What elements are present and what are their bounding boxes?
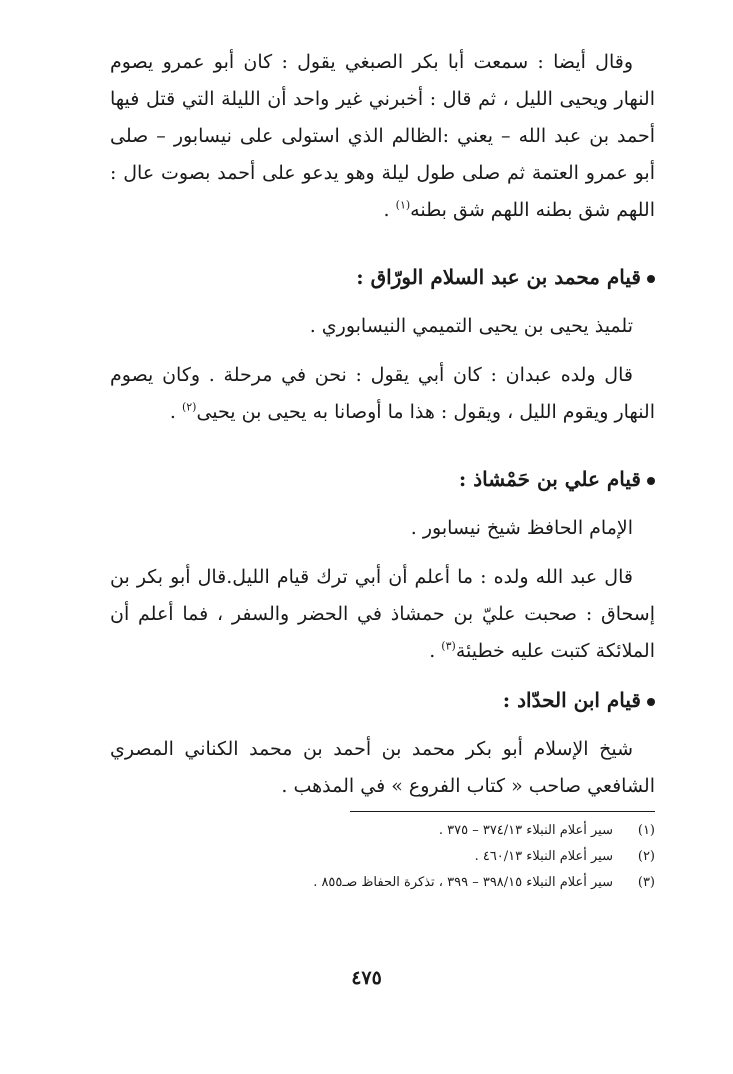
footnote-marker: (٢) xyxy=(181,400,197,414)
section-heading-warraq xyxy=(110,259,655,296)
paragraph-text: وقال أيضا : سمعت أبا بكر الصبغي يقول : كان أبو عمرو يصوم النهار ويحيى الليل ، ثم قال : أخبرني غير واحد أن الليلة التي قتل فيها أحمد بن عبد الله – يعني :الظالم الذي استولى على نيسابور – صلى أبو عمرو العتمة ثم صلى طول ليلة وهو يدعو على أحمد بصوت عال : اللهم شق بطنه اللهم شق بطنه xyxy=(110,51,655,221)
footnote-item xyxy=(110,818,655,844)
spacer xyxy=(110,296,655,308)
paragraph-end: . xyxy=(429,640,442,662)
section-heading-haddad xyxy=(110,682,655,719)
footnotes xyxy=(110,818,655,896)
paragraph-hamshadh-intro xyxy=(110,510,655,547)
footnote-number: (١) xyxy=(637,823,655,838)
footnote-item xyxy=(110,844,655,870)
page-body xyxy=(110,44,655,896)
section-heading-hamshadh xyxy=(110,461,655,498)
bullet-icon xyxy=(647,275,655,283)
paragraph-haddad-intro xyxy=(110,731,655,805)
bullet-icon xyxy=(647,477,655,485)
paragraph-text: تلميذ يحيى بن يحيى التميمي النيسابوري . xyxy=(309,315,633,337)
paragraph-hamshadh-abdullah xyxy=(110,559,655,670)
paragraph-sabghi xyxy=(110,44,655,229)
paragraph-text: قال عبد الله ولده : ما أعلم أن أبي ترك قيام الليل.قال أبو بكر بن إسحاق : صحبت عليّ بن حمشاذ في الحضر والسفر ، فما أعلم أن الملائكة كتبت عليه خطيئة xyxy=(110,566,655,662)
footnote-item xyxy=(110,870,655,896)
page-number: ٤٧٥ xyxy=(351,967,382,989)
paragraph-end: . xyxy=(383,199,396,221)
paragraph-text: قال ولده عبدان : كان أبي يقول : نحن في مرحلة . وكان يصوم النهار ويقوم الليل ، ويقول : هذا ما أوصانا به يحيى بن يحيى xyxy=(110,364,655,423)
paragraph-text: شيخ الإسلام أبو بكر محمد بن أحمد بن محمد الكناني المصري الشافعي صاحب « كتاب الفروع » في المذهب . xyxy=(110,738,655,797)
spacer xyxy=(110,719,655,731)
paragraph-warraq-intro xyxy=(110,308,655,345)
heading-text: قيام محمد بن عبد السلام الورّاق : xyxy=(356,265,641,289)
spacer xyxy=(110,498,655,510)
heading-text: قيام علي بن حَمْشاذ : xyxy=(458,467,641,491)
footnote-text: سير أعلام النبلاء ٣٩٨/١٥ – ٣٩٩ ، تذكرة الحفاظ صـ٨٥٥ . xyxy=(313,875,613,890)
paragraph-warraq-abdan xyxy=(110,357,655,431)
spacer xyxy=(110,229,655,259)
footnote-marker: (٣) xyxy=(441,639,456,653)
paragraph-end: . xyxy=(169,401,182,423)
footnote-text: سير أعلام النبلاء ٤٦٠/١٣ . xyxy=(474,849,613,864)
paragraph-text: الإمام الحافظ شيخ نيسابور . xyxy=(410,517,633,539)
spacer xyxy=(110,547,655,559)
footnote-divider xyxy=(350,811,655,812)
heading-text: قيام ابن الحدّاد : xyxy=(502,688,641,712)
footnote-text: سير أعلام النبلاء ٣٧٤/١٣ – ٣٧٥ . xyxy=(438,823,613,838)
footnote-number: (٣) xyxy=(637,875,655,890)
spacer xyxy=(110,431,655,461)
spacer xyxy=(110,345,655,357)
spacer xyxy=(110,670,655,682)
footnote-number: (٢) xyxy=(637,849,655,864)
bullet-icon xyxy=(647,698,655,706)
footnote-marker: (١) xyxy=(395,198,411,212)
